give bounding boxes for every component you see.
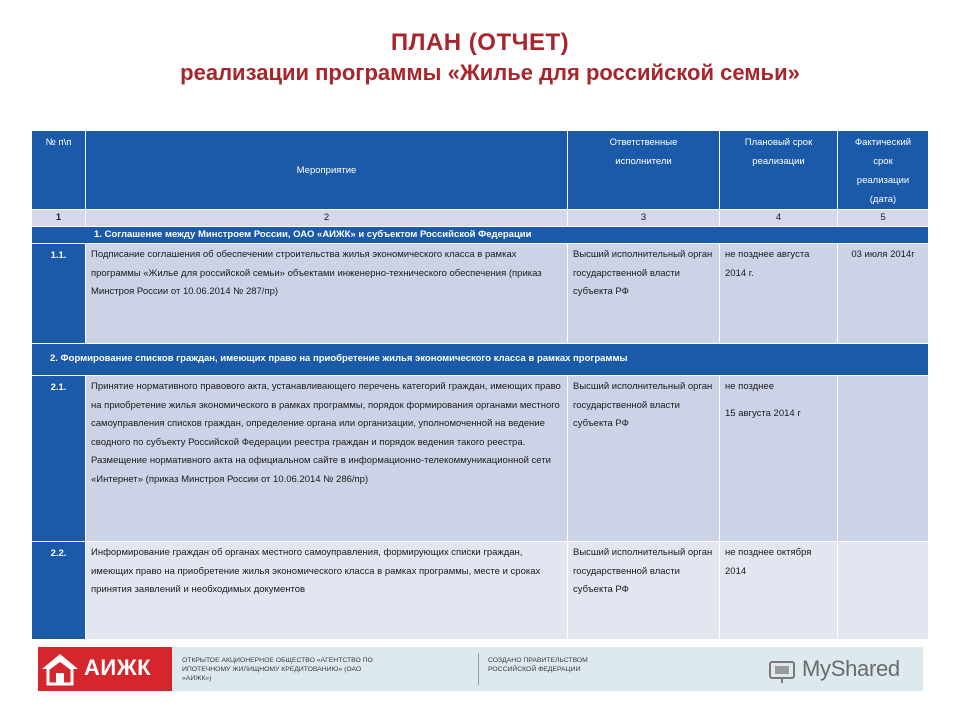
- table-row: [32, 542, 929, 640]
- row-actual: 03 июля 2014г: [838, 244, 929, 344]
- row-event: Принятие нормативного правового акта, устанавливающего перечень категорий граждан, имеющих право на приобретение жилья экономического в рамках программы, порядок формирования органами местного самоуправления списков граждан, определение органа или организации, уполномоченной на ведение сводного по субъекту Российской Федерации реестра граждан и порядок ведения такого реестра. Размещение нормативного акта на официальном сайте в информационно-телекоммуникационной сети «Интернет» (приказ Минстроя России от 10.06.2014 № 286/пр): [86, 376, 568, 542]
- watermark-text: MyShared: [802, 656, 900, 681]
- section-title-2: 2. Формирование списков граждан, имеющих право на приобретение жилья экономического класса в рамках программы: [32, 344, 929, 376]
- row-index: 2.2.: [32, 542, 86, 640]
- plan-table: [31, 130, 929, 640]
- header-event: Мероприятие: [86, 131, 568, 210]
- aizhk-logo[interactable]: [38, 647, 172, 691]
- header-responsible-line-1: Ответственные: [609, 137, 678, 148]
- section-row: [32, 227, 929, 244]
- row-planned-line-2: 15 августа 2014 г: [725, 407, 801, 419]
- column-number: 5: [838, 210, 929, 227]
- row-event: Подписание соглашения об обеспечении строительства жилья экономического класса в рамках программы «Жилье для российской семьи» объектами инженерно-технического обеспечения (приказ Минстроя России от 10.06.2014 № 287/пр): [86, 244, 568, 344]
- column-number: 4: [720, 210, 838, 227]
- row-index: 1.1.: [32, 244, 86, 344]
- created-by-text: СОЗДАНО ПРАВИТЕЛЬСТВОМ РОССИЙСКОЙ ФЕДЕРАЦИИ: [488, 657, 588, 673]
- row-actual: [838, 542, 929, 640]
- column-number: 2: [86, 210, 568, 227]
- column-number: 1: [32, 210, 86, 227]
- table-header-row: [32, 131, 929, 210]
- header-responsible-line-2: исполнители: [615, 156, 672, 167]
- section-row: [32, 344, 929, 376]
- row-planned: не позднее августа 2014 г.: [720, 244, 838, 344]
- header-actual-line-4: (дата): [869, 194, 897, 205]
- column-number: 3: [568, 210, 720, 227]
- section-title-1: 1. Соглашение между Минстроем России, ОАО «АИЖК» и субъектом Российской Федерации: [32, 227, 929, 244]
- header-responsible: [568, 131, 720, 210]
- header-planned: [720, 131, 838, 210]
- org-name-text: ОТКРЫТОЕ АКЦИОНЕРНОЕ ОБЩЕСТВО «АГЕНТСТВО ПО ИПОТЕЧНОМУ ЖИЛИЩНОМУ КРЕДИТОВАНИЮ» (ОАО «АИЖК»): [182, 657, 373, 682]
- row-planned: [720, 376, 838, 542]
- projector-icon: [768, 656, 798, 684]
- row-actual: [838, 376, 929, 542]
- row-index: 2.1.: [32, 376, 86, 542]
- header-planned-line-2: реализации: [752, 156, 805, 167]
- logo-text: АИЖК: [84, 655, 152, 680]
- row-responsible: Высший исполнительный орган государственной власти субъекта РФ: [568, 376, 720, 542]
- row-responsible: Высший исполнительный орган государственной власти субъекта РФ: [568, 542, 720, 640]
- table-row: [32, 244, 929, 344]
- header-actual-line-2: срок: [873, 156, 893, 167]
- header-planned-line-1: Плановый срок: [744, 137, 813, 148]
- row-planned-line-1: не позднее: [725, 381, 774, 392]
- title-line-1: ПЛАН (ОТЧЕТ): [390, 29, 570, 56]
- header-actual: [838, 131, 929, 210]
- page-title: [0, 28, 960, 88]
- table-row: [32, 376, 929, 542]
- header-actual-line-3: реализации: [856, 175, 910, 186]
- column-numbering-row: [32, 210, 929, 227]
- footer-bar: [38, 647, 923, 691]
- row-responsible: Высший исполнительный орган государственной власти субъекта РФ: [568, 244, 720, 344]
- header-actual-line-1: Фактический: [854, 137, 912, 148]
- house-logo-icon: [40, 651, 80, 687]
- footer-divider: [478, 653, 479, 685]
- row-event: Информирование граждан об органах местного самоуправления, формирующих списки граждан, имеющих право на приобретение жилья экономического класса в рамках программы, месте и сроках принятия заявлений и необходимых документов: [86, 542, 568, 640]
- title-line-2: реализации программы «Жилье для российской семьи»: [180, 60, 800, 85]
- row-planned: не позднее октября 2014: [720, 542, 838, 640]
- header-num: № п\п: [32, 131, 86, 210]
